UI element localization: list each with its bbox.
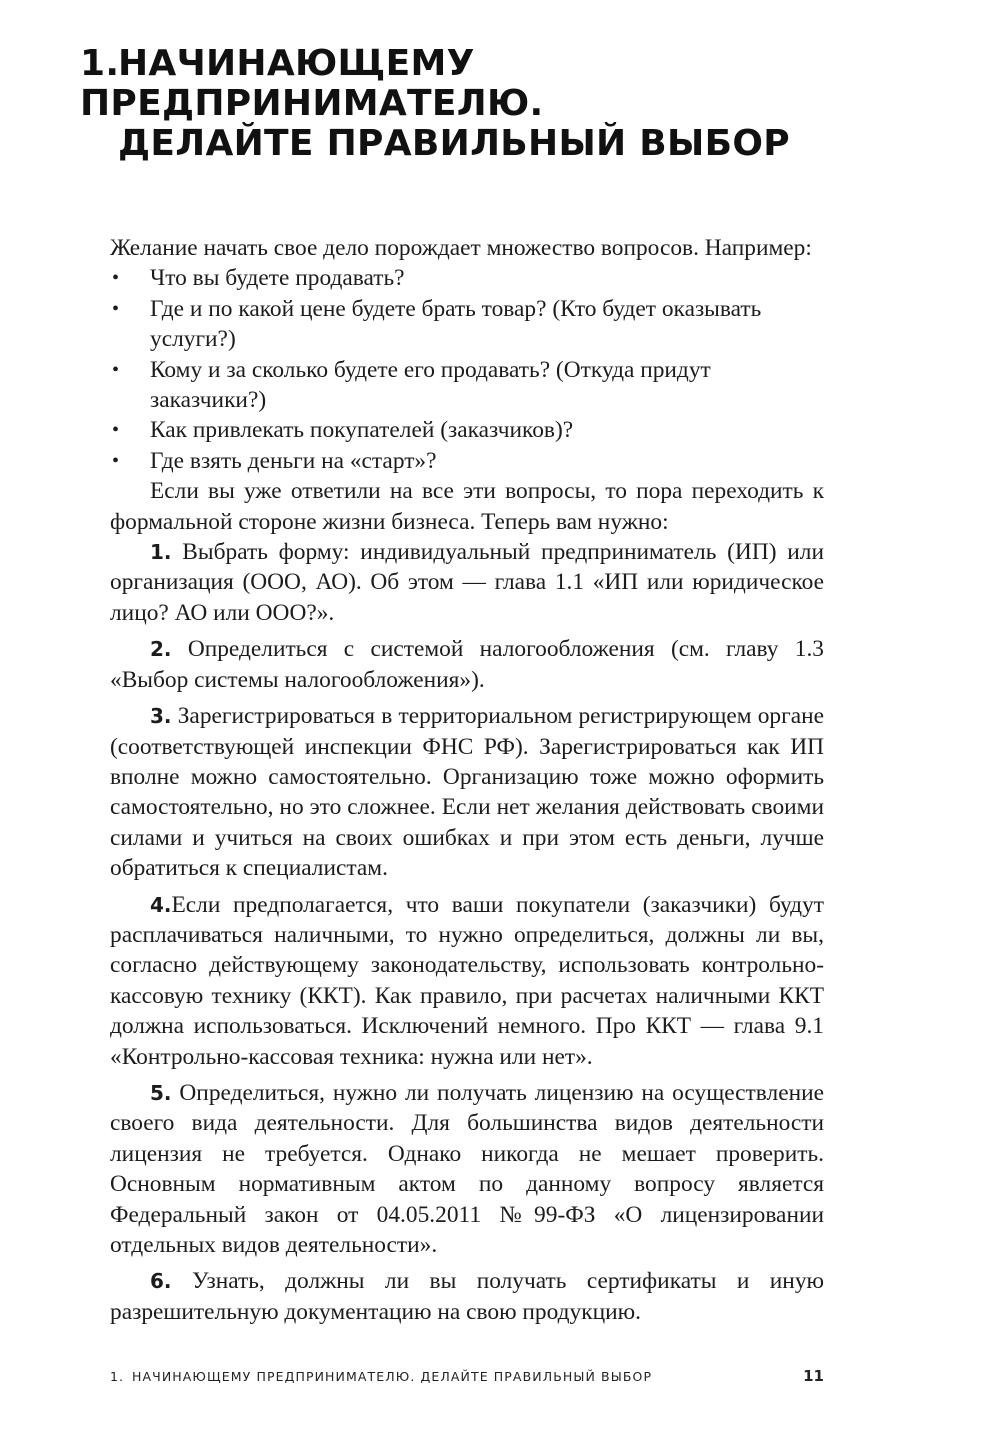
bullet-icon: •	[112, 358, 120, 381]
step-paragraph	[110, 537, 824, 628]
question-text: Что вы будете продавать?	[150, 265, 405, 292]
step-text: Если предполагается, что ваши покупатели (заказчики) будут расплачиваться наличными, то нужно определиться, должны ли вы, согласно действующему законодательству, использовать контрольно-кассовую технику (ККТ). Как правило, при расчетах наличными ККТ должна использоваться. Исключений немного. Про ККТ — глава 9.1 «Контрольно-кассовая техника: нужна или нет».	[110, 891, 824, 1070]
step-text: Зарегистрироваться в территориальном регистрирующем органе (соответствующей инспекции ФНС РФ). Зарегистрироваться как ИП вполне можно самостоятельно. Организацию тоже можно оформить самостоятельно, но это сложнее. Если нет желания действовать своими силами и учиться на своих ошибках и при этом есть деньги, лучше обратиться к специалистам.	[110, 703, 824, 882]
question-text: Как привлекать покупателей (заказчиков)?	[150, 417, 574, 444]
bullet-icon: •	[112, 297, 120, 320]
transition-paragraph: Если вы уже ответили на все эти вопросы, то пора переходить к формальной стороне жизни бизнеса. Теперь вам нужно:	[110, 478, 824, 535]
question-text: Где взять деньги на «старт»?	[150, 447, 437, 474]
step-text: Выбрать форму: индивидуальный предприниматель (ИП) или организация (ООО, АО). Об этом — глава 1.1 «ИП или юридическое лицо? АО или ООО?».	[110, 539, 824, 626]
page-number: 11	[803, 1367, 824, 1385]
step-text: Определиться с системой налогообложения (см. главу 1.3 «Выбор системы налогообложения»).	[110, 636, 824, 693]
step-paragraph	[110, 890, 824, 1072]
step-paragraph	[110, 701, 824, 883]
step-paragraph	[110, 1266, 824, 1327]
step-number: 4.	[150, 892, 172, 917]
chapter-title	[80, 44, 940, 164]
bullet-icon: •	[112, 419, 120, 442]
step-text: Определиться, нужно ли получать лицензию на осуществление своего вида деятельности. Для большинства видов деятельности лицензия не требуется. Однако никогда не мешает проверить. Основным нормативным актом по данному вопросу является Федеральный закон от 04.05.2011 №99-ФЗ «О лицензировании отдельных видов деятельности».	[110, 1079, 824, 1258]
footer-chapter	[110, 1369, 652, 1384]
footer-chapter-number: 1.	[110, 1368, 125, 1384]
question-text: Где и по какой цене будете брать товар? (Кто будет оказывать услуги?)	[150, 295, 762, 353]
step-number: 5.	[150, 1080, 172, 1105]
running-footer	[110, 1367, 824, 1385]
step-number: 1.	[150, 540, 172, 565]
footer-chapter-title: НАЧИНАЮЩЕМУ ПРЕДПРИНИМАТЕЛЮ. ДЕЛАЙТЕ ПРАВИЛЬНЫЙ ВЫБОР	[132, 1368, 653, 1384]
list-item	[110, 355, 824, 416]
chapter-title-line-2: ДЕЛАЙТЕ ПРАВИЛЬНЫЙ ВЫБОР	[118, 123, 790, 164]
page-body	[110, 233, 824, 1327]
step-number: 6.	[150, 1269, 172, 1294]
bullet-icon: •	[112, 267, 120, 290]
step-text: Узнать, должны ли вы получать сертификаты и иную разрешительную документацию на свою продукцию.	[110, 1268, 824, 1325]
intro-paragraph: Желание начать свое дело порождает множество вопросов. Например:	[110, 235, 812, 261]
chapter-number: 1.	[80, 43, 120, 84]
step-number: 2.	[150, 637, 172, 662]
step-number: 3.	[150, 704, 172, 729]
step-paragraph	[110, 1078, 824, 1260]
list-item	[110, 294, 824, 355]
chapter-title-line-1: НАЧИНАЮЩЕМУ ПРЕДПРИНИМАТЕЛЮ.	[80, 43, 544, 124]
question-text: Кому и за сколько будете его продавать? (Откуда придут заказчики?)	[150, 356, 711, 414]
bullet-icon: •	[112, 449, 120, 472]
list-item	[110, 446, 824, 476]
list-item	[110, 263, 824, 293]
list-item	[110, 415, 824, 445]
step-paragraph	[110, 634, 824, 695]
questions-list	[110, 263, 824, 476]
